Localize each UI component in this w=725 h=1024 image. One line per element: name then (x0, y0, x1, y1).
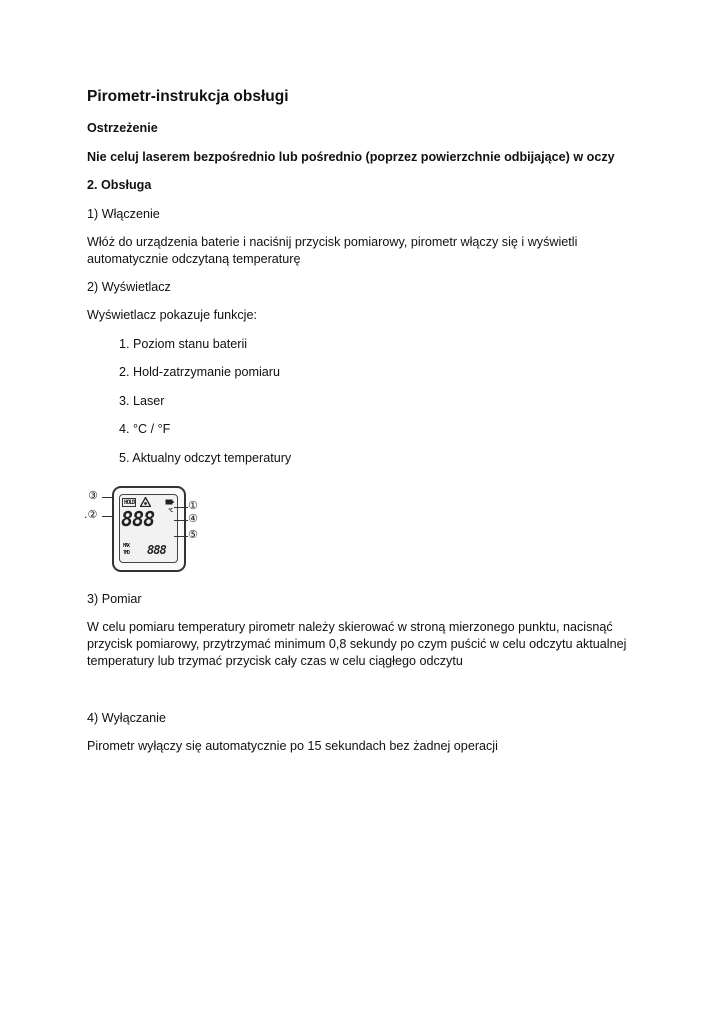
subheading-power-off: 4) Wyłączanie (87, 711, 166, 725)
paragraph-measurement: W celu pomiaru temperatury pirometr należy skierować w stroną mierzonego punktu, nacisnąć przycisk pomiarowy, przytrzymać minimum 0,8 sekundy po czym puścić w celu odczytu aktualnej temperatury lub trzymać przycisk cały czas w celu ciągłego odczytu (87, 620, 627, 668)
device-body (112, 486, 186, 572)
list-item-unit: 4. °C / °F (119, 422, 171, 436)
warning-text: Nie celuj laserem bezpośrednio lub pośrednio (poprzez powierzchnie odbijające) w oczy (87, 150, 615, 164)
unit-indicator: °C (168, 508, 173, 514)
lcd-display-figure (84, 483, 216, 578)
main-temperature-digits: 888 (121, 507, 155, 531)
callout-2: .② (84, 508, 98, 521)
page-title: Pirometr-instrukcja obsługi (87, 88, 289, 105)
list-item-hold: 2. Hold-zatrzymanie pomiaru (119, 365, 280, 379)
callout-5: ⑤ (188, 528, 198, 541)
leader-line-1 (174, 507, 188, 508)
subheading-power-on: 1) Włączenie (87, 207, 160, 221)
lcd-screen (119, 494, 178, 563)
subheading-measurement: 3) Pomiar (87, 592, 142, 606)
max-label: MAX (123, 543, 130, 549)
section-heading-operation: 2. Obsługa (87, 178, 152, 192)
warning-heading: Ostrzeżenie (87, 121, 158, 135)
subheading-display: 2) Wyświetlacz (87, 280, 171, 294)
callout-3: ③ (88, 489, 98, 502)
paragraph-display-intro: Wyświetlacz pokazuje funkcje: (87, 308, 257, 322)
laser-icon (140, 497, 151, 507)
list-item-laser: 3. Laser (119, 394, 165, 408)
hold-indicator: HOLD (124, 499, 135, 506)
paragraph-power-off: Pirometr wyłączy się automatycznie po 15 sekundach bez żadnej operacji (87, 739, 498, 753)
leader-line-4 (174, 520, 188, 521)
callout-4: ④ (188, 512, 198, 525)
tmd-label: TMD (123, 550, 130, 556)
list-item-temperature: 5. Aktualny odczyt temperatury (119, 451, 292, 465)
paragraph-power-on: Włóż do urządzenia baterie i naciśnij przycisk pomiarowy, pirometr włączy się i wyświetli automatycznie odczytaną temperaturę (87, 235, 578, 266)
secondary-temperature-digits: 888 (147, 543, 166, 557)
callout-1: ① (188, 499, 198, 512)
battery-icon (165, 499, 174, 505)
leader-line-5 (174, 536, 188, 537)
list-item-battery: 1. Poziom stanu baterii (119, 337, 248, 351)
